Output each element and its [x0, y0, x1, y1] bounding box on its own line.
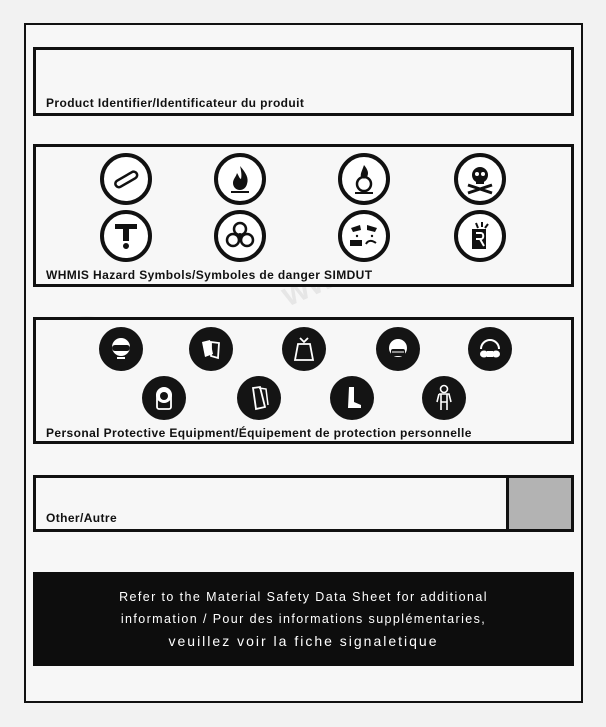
- msds-notice: [33, 572, 574, 666]
- whmis-label: WHMIS Hazard Symbols/Symboles de danger SIMDUT: [46, 268, 373, 282]
- face-shield-icon: [142, 376, 186, 420]
- full-suit-icon: [422, 376, 466, 420]
- oxidizer-icon: [338, 153, 390, 205]
- respirator-icon: [468, 327, 512, 371]
- face-mask-icon: [376, 327, 420, 371]
- other-box: [33, 475, 574, 532]
- other-label: Other/Autre: [46, 511, 118, 525]
- msds-notice-line3: veuillez voir la fiche signaletique: [168, 633, 439, 649]
- long-gloves-icon: [237, 376, 281, 420]
- ppe-label: Personal Protective Equipment/Équipement de protection personnelle: [46, 426, 472, 440]
- boots-icon: [330, 376, 374, 420]
- msds-notice-line1: Refer to the Material Safety Data Sheet for additional: [119, 590, 488, 604]
- apron-icon: [282, 327, 326, 371]
- product-identifier-box: [33, 47, 574, 116]
- compressed-gas-icon: [100, 153, 152, 205]
- gloves-icon: [189, 327, 233, 371]
- biohazard-icon: [214, 210, 266, 262]
- msds-notice-line2: information / Pour des informations supplémentaries,: [120, 612, 487, 626]
- product-identifier-label: Product Identifier/Identificateur du produit: [46, 96, 305, 110]
- safety-goggles-icon: [99, 327, 143, 371]
- corrosive-icon: [338, 210, 390, 262]
- ppe-box: [33, 317, 574, 444]
- dangerously-reactive-icon: [454, 210, 506, 262]
- whmis-box: [33, 144, 574, 287]
- toxic-other-effects-icon: [100, 210, 152, 262]
- other-color-swatch: [506, 478, 571, 529]
- flammable-icon: [214, 153, 266, 205]
- toxic-icon: [454, 153, 506, 205]
